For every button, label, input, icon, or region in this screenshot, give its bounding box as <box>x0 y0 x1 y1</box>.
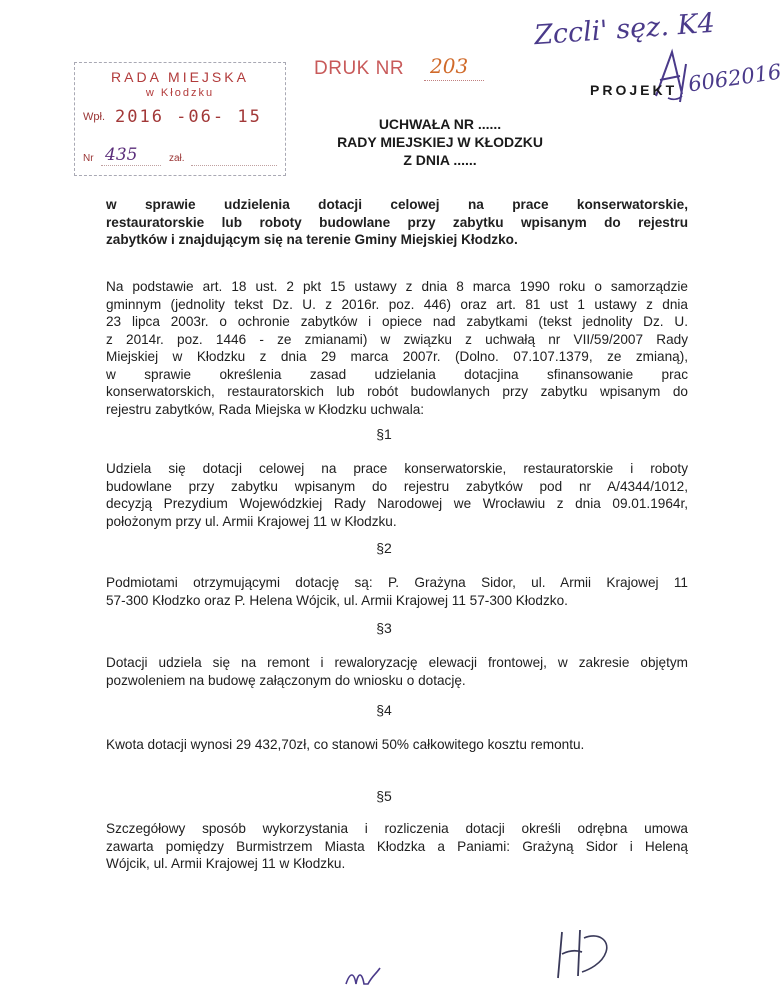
section-line: położonym przy ul. Armii Krajowej 11 w Kłodzku. <box>106 513 397 529</box>
druk-label: DRUK NR <box>314 58 405 79</box>
section-line: Wójcik, ul. Armii Krajowej 11 w Kłodzku. <box>106 856 346 871</box>
stamp-nr-line <box>101 165 161 166</box>
section-line: 57-300 Kłodzko oraz P. Helena Wójcik, ul. Armii Krajowej 11 57-300 Kłodzko. <box>106 592 568 608</box>
stamp-zal-line <box>191 165 277 166</box>
section-4-heading: §4 <box>376 702 392 718</box>
section-1-paragraph <box>106 460 688 530</box>
title-line: restauratorskie lub roboty budowlane przy zabytku wpisanym do rejestru <box>106 214 688 230</box>
preamble-line: Na podstawie art. 18 ust. 2 pkt 15 ustawy z dnia 8 marca 1990 roku o samorządzie <box>106 279 688 294</box>
preamble-paragraph <box>106 278 688 418</box>
title-line: w sprawie udzielenia dotacji celowej na prace konserwatorskie, <box>106 197 688 212</box>
section-line: pozwoleniem na budowę załączonym do wniosku o dotację. <box>106 672 466 688</box>
section-line: decyzją Prezydium Wojewódzkiej Rady Narodowej we Wrocławiu z dnia 09.01.1964r, <box>106 496 688 511</box>
preamble-line: w sprawie określenia zasad udzielania dotacjina sfinansowanie prac <box>106 366 688 382</box>
preamble-line: gminnym (jednolity tekst Dz. U. z 2016r. poz. 446) oraz art. 81 ust 1 ustawy z dnia <box>106 296 688 312</box>
registration-stamp <box>74 62 286 176</box>
preamble-line: konserwatorskich, restauratorskich lub robót budowlanych przy zabytku wpisanym do <box>106 384 688 399</box>
handwritten-date-note: 6062016 <box>686 59 783 97</box>
signature-initials-bottom <box>344 964 384 988</box>
preamble-line: 23 lipca 2003r. o ochronie zabytków i opiece nad zabytkami (tekst jednolity Dz. U. <box>106 314 688 329</box>
section-4-paragraph <box>106 736 688 754</box>
stamp-date-label: Wpł. <box>83 111 105 123</box>
section-line: Udziela się dotacji celowej na prace konserwatorskie, restauratorskie i roboty <box>106 461 688 476</box>
section-line: Kwota dotacji wynosi 29 432,70zł, co stanowi 50% całkowitego kosztu remontu. <box>106 737 585 752</box>
section-line: Dotacji udziela się na remont i rewaloryzację elewacji frontowej, w zakresie objętym <box>106 655 688 670</box>
projekt-label: PROJEKT <box>590 82 678 98</box>
stamp-date: 2016 -06- 15 <box>115 107 262 127</box>
druk-dotted-line <box>424 80 484 81</box>
section-line: budowlane przy zabytku wpisanym do rejestru zabytków pod nr A/4344/1012, <box>106 478 688 494</box>
section-3-heading: §3 <box>376 620 392 636</box>
resolution-header-line2: RADY MIEJSKIEJ W KŁODZKU <box>337 134 543 150</box>
section-5-heading: §5 <box>376 788 392 804</box>
resolution-header-line3: Z DNIA ...... <box>403 152 477 168</box>
stamp-title: RADA MIEJSKA <box>111 69 249 85</box>
druk-number: 203 <box>430 54 469 78</box>
section-line: Podmiotami otrzymującymi dotację są: P. Grażyna Sidor, ul. Armii Krajowej 11 <box>106 575 688 590</box>
stamp-zal-label: zał. <box>169 153 185 164</box>
section-line: Szczegółowy sposób wykorzystania i rozliczenia dotacji określi odrębna umowa <box>106 821 688 836</box>
resolution-header-line1: UCHWAŁA NR ...... <box>378 116 502 132</box>
preamble-line: Miejskiej w Kłodzku z dnia 29 marca 2007r. (Dolno. 07.107.1379, ze zmianą), <box>106 349 688 364</box>
section-line: zawarta pomiędzy Burmistrzem Miasta Kłodzka a Paniami: Grażyną Sidor i Heleną <box>106 838 688 854</box>
section-2-paragraph <box>106 574 688 609</box>
stamp-nr-value: 435 <box>105 145 138 165</box>
handwritten-note-top: Zccli' sęz. K4 <box>533 7 716 52</box>
preamble-line: z 2014r. poz. 1446 - ze zmianami) w związku z uchwałą nr VII/59/2007 Rady <box>106 331 688 347</box>
stamp-nr-label: Nr <box>83 153 94 164</box>
section-2-heading: §2 <box>376 540 392 556</box>
signature-initials-right <box>552 926 614 982</box>
section-3-paragraph <box>106 654 688 689</box>
section-5-paragraph <box>106 820 688 873</box>
preamble-line: rejestru zabytków, Rada Miejska w Kłodzku uchwala: <box>106 401 425 417</box>
title-line: zabytków i znajdującym się na terenie Gminy Miejskiej Kłodzko. <box>106 232 518 247</box>
section-1-heading: §1 <box>376 426 392 442</box>
stamp-subtitle: w Kłodzku <box>145 87 215 99</box>
resolution-title <box>106 196 688 249</box>
